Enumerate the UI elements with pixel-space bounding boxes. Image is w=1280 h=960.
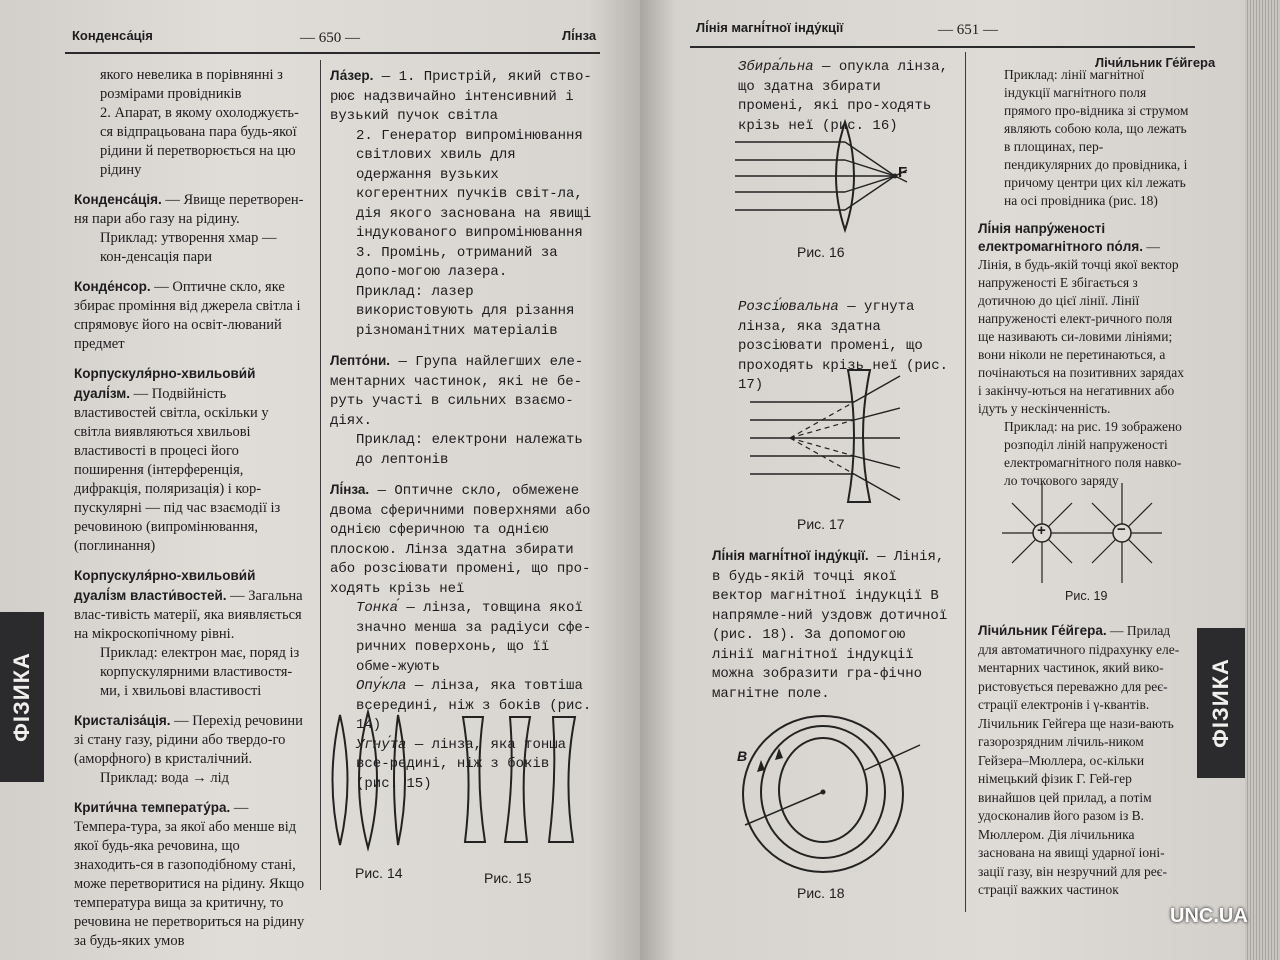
header-rule xyxy=(65,52,600,54)
figure-18-b-label: B xyxy=(737,748,748,764)
figure-19-point-charge-field xyxy=(1000,478,1170,588)
entry-continuation: якого невелика в порівнянні з розмірами провідників 2. Апарат, в якому охолоджуєть-ся відпрацьована пара будь-якої рідини й перетворюється на цю рідину xyxy=(100,67,299,178)
figure-16-caption: Рис. 16 xyxy=(797,244,845,260)
page-number: — 651 — xyxy=(938,22,998,38)
entry-condenser: Конде́нсор. — Оптичне скло, яке збирає проміння від джерела світла і спрямовує його на освіт-люваний предмет xyxy=(74,279,301,352)
figure-19-caption: Рис. 19 xyxy=(1065,589,1108,603)
side-tab: ФІЗИКА xyxy=(0,612,44,782)
entry-leptons: Лепто́ни. — Група найлегших еле-ментарних частинок, які не бе-руть участі в сильних взаємо-діях. Приклад: електрони належать до лептонів xyxy=(330,353,584,468)
figure-19-negative-charge: − xyxy=(1117,521,1126,538)
figure-17-caption: Рис. 17 xyxy=(797,516,845,532)
header-left-term: Лі́нія магні́тної інду́кції xyxy=(696,20,844,35)
example-straight-conductor: Приклад: лінії магнітної індукції магнітного поля прямого про-відника зі струмом являють собою кола, що лежать в площинах, пер-пендикулярних до провідника, і причому центри цих кіл лежать на осі провідника (рис. 18) xyxy=(1004,67,1189,208)
figure-18-caption: Рис. 18 xyxy=(797,885,845,901)
figure-14-caption: Рис. 14 xyxy=(355,865,403,881)
figure-15-concave-lenses xyxy=(455,712,595,852)
watermark-logo: UNC.UA xyxy=(1170,905,1248,927)
left-column-1 xyxy=(74,66,306,960)
right-column-2-geiger xyxy=(978,622,1190,910)
header-right-term: Лі́нза xyxy=(562,28,597,43)
page-number: — 650 — xyxy=(300,30,360,46)
right-page xyxy=(640,0,1245,960)
figure-16-converging-lens xyxy=(735,118,915,238)
figure-16-focus-label: F xyxy=(898,164,908,181)
entry-diverging-lens: Розсі́ювальна — угнута лінза, яка здатна розсіювати промені, що проходять крізь неї (рис. 17) xyxy=(738,299,949,393)
figure-14-convex-lenses xyxy=(320,700,430,860)
figure-17-diverging-lens xyxy=(750,366,910,506)
figure-15-caption: Рис. 15 xyxy=(484,870,532,886)
header-left-term: Конденса́ція xyxy=(72,28,153,43)
entry-duality-of-properties: Корпускуля́рно-хвильови́й дуалі́зм власти́востей. — Загальна влас-тивість матерії, яка виявляється на мікроскопічному рівні. Приклад: електрон має, поряд із корпускулярними властивостя-ми, і хвильові властивості xyxy=(74,568,303,699)
entry-converging-lens: Збира́льна — опукла лінза, що здатна збирати промені, які про-ходять крізь неї (рис. 16) xyxy=(738,59,949,134)
entry-crystallization: Кристаліза́ція. — Перехід речовини зі стану газу, рідини або твердо-го (аморфного) в кристалічний. Приклад: вода → лід xyxy=(74,713,303,786)
right-column-1-magnetic xyxy=(712,546,954,714)
entry-condensation: Конденса́ція. — Явище перетворен-ня пари або газу на рідину. Приклад: утворення хмар — кон-денсація пари xyxy=(74,192,304,265)
entry-critical-temperature: Крити́чна температу́ра. — Темпера-тура, за якої або менше від якої будь-яка речовина, що знаходить-ся в газоподібному стані, може перетворитися на рідину. Якщо температура вища за критичну, то речовина не перетвориться на рідину за будь-яких умов xyxy=(74,800,305,949)
figure-19-positive-charge: + xyxy=(1037,522,1046,539)
side-tab: ФІЗИКА xyxy=(1197,628,1245,778)
column-divider xyxy=(965,52,966,912)
entry-lens: Лі́нза. — Оптичне скло, обмежене двома сферичними поверхнями або однією сферичною та однією плоскою. Лінза здатна збирати або розсіювати промені, що про-ходять крізь неї Тонка́ — лінза, товщина якої значно менша за радіуси сфе-ричних поверхонь, що її обме-жують Опу́кла — лінза, яка товтіша всередині, ніж з боків (рис. 14) Угну́та — лінза, яка тонша все-редині, ніж з боків (рис. 15) xyxy=(330,482,592,792)
figure-18-magnetic-field-lines xyxy=(735,700,945,875)
header-rule xyxy=(690,46,1195,48)
book-page-edges xyxy=(1245,0,1280,960)
entry-field-line: Лі́нія напру́женості електромагнітного по́ля. — Лінія, в будь-якій точці якої вектор напруженості E збігається з дотичною до цієї лінії. Лінії напруженості елект-ричного поля ще називають си-ловими лініями; вони ніколи не перетинаються, а почінаються на позитивних зарядах і закінчу-ються на негативних або ідуть у нескінченність. Приклад: на рис. 19 зображено розподіл ліній напруженості електромагнітного поля навко-ло точкового заряду xyxy=(978,221,1185,488)
entry-wave-particle-duality: Корпускуля́рно-хвильови́й дуалі́зм. — Подвійність властивостей світла, оскільки у світла виявляються хвильові властивості в процесі його поширення (інтерференція, дифракція, поляризація) і кор-пускулярні — під час взаємодії із речовиною (випромінювання, (поглинання) xyxy=(74,366,281,554)
entry-geiger-counter: Лічи́льник Ге́йгера. — Прилад для автоматичного підрахунку еле-ментарних частинок, який вико-ристовується переважно для реє-страції електронів і γ-квантів. Лічильник Гейгера ще нази-вають газорозрядним лічиль-ником Гейзера–Мюллера, ос-кільки німецький фізик Г. Гей-гер винайшов цей прилад, а потім удосконалив його разом із В. Мюллером. Дія лічильника заснована на явищі ударної іоні-зації газу, він незручний для реє-страції важких частинок xyxy=(978,623,1180,897)
entry-magnetic-induction-line: Лі́нія магні́тної інду́кції. — Лінія, в будь-якій точці якої вектор магнітної індукції B напрямле-ний уздовж дотичної (рис. 18). За допомогою лінії магнітної індукції можна зобразити гра-фічно магнітне поле. xyxy=(712,548,948,702)
header-right-term: Лічи́льник Ге́йгера xyxy=(1095,55,1216,70)
right-column-2 xyxy=(978,66,1190,500)
left-column-2 xyxy=(330,66,592,804)
entry-laser: Ла́зер. — 1. Пристрій, який ство-рює надзвичайно інтенсивний і вузький пучок світла 2. Генератор випромінювання світлових хвиль для одержання вузьких когерентних пучків світ-ла, дія якого заснована на явищі індукованого випромінювання 3. Промінь, отриманий за допо-могою лазера. Приклад: лазер використовують для різання різноманітних матеріалів xyxy=(330,68,592,339)
